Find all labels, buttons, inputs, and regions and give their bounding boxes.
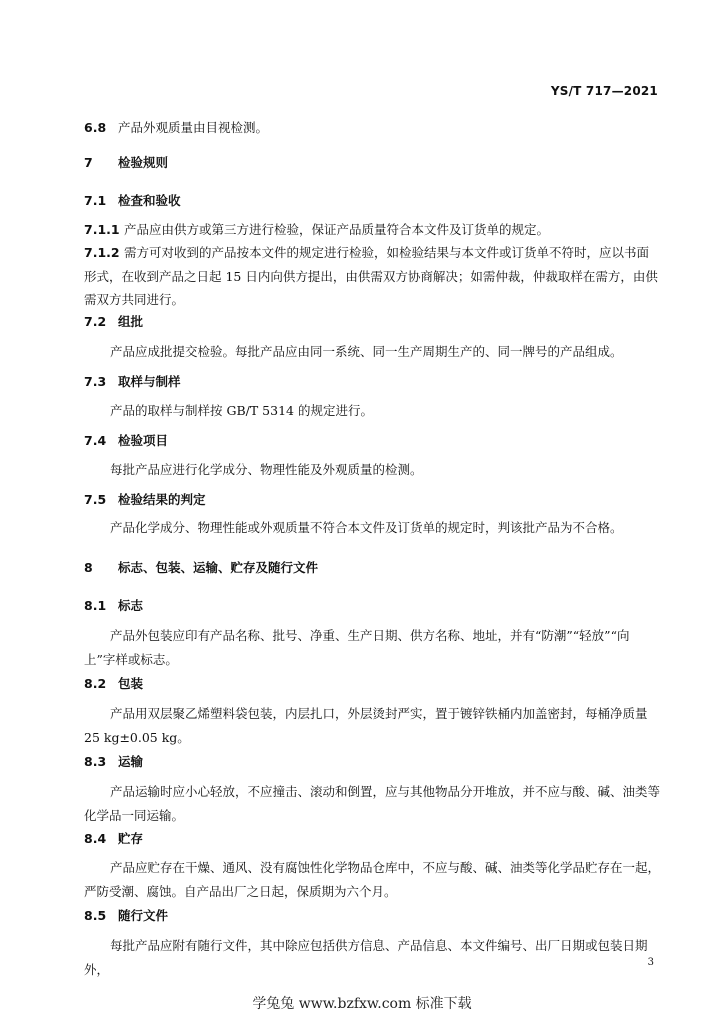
clause-8-5-text: 每批产品应附有随行文件，其中除应包括供方信息、产品信息、本文件编号、出厂日期或包装日期外，	[84, 938, 648, 977]
clause-8-4-heading	[84, 827, 660, 851]
clause-7-1-1	[84, 218, 660, 242]
section-8-heading	[84, 556, 660, 580]
section-number: 8	[84, 560, 93, 575]
clause-title: 贮存	[118, 831, 144, 846]
site-watermark: 学兔兔 www.bzfxw.com 标准下载	[252, 996, 472, 1012]
clause-text: 产品应由供方或第三方进行检验，保证产品质量符合本文件及订货单的规定。	[124, 222, 550, 237]
clause-7-3-text: 产品的取样与制样按 GB/T 5314 的规定进行。	[110, 403, 373, 418]
section-title: 检验规则	[118, 155, 169, 170]
clause-title: 检验项目	[118, 433, 169, 448]
clause-number: 7.3	[84, 374, 107, 389]
clause-8-1-heading	[84, 594, 660, 618]
clause-number: 7.1.2	[84, 245, 120, 260]
clause-number: 8.5	[84, 908, 107, 923]
clause-7-4-heading	[84, 429, 660, 453]
clause-8-2-heading	[84, 672, 660, 696]
clause-title: 包装	[118, 676, 144, 691]
clause-title: 运输	[118, 754, 144, 769]
clause-number: 8.4	[84, 831, 107, 846]
clause-7-3-heading	[84, 370, 660, 394]
clause-title: 检查和验收	[118, 193, 181, 208]
clause-8-3-text: 产品运输时应小心轻放，不应撞击、滚动和倒置，应与其他物品分开堆放，并不应与酸、碱、油类等化学品一同运输。	[84, 784, 661, 823]
clause-number: 7.1	[84, 193, 107, 208]
clause-7-2-text: 产品应成批提交检验。每批产品应由同一系统、同一生产周期生产的、同一牌号的产品组成。	[110, 344, 623, 359]
clause-6-8	[84, 116, 660, 140]
clause-number: 7.4	[84, 433, 107, 448]
page-number: 3	[647, 957, 654, 968]
clause-number: 8.1	[84, 598, 107, 613]
clause-text: 产品外观质量由目视检测。	[118, 120, 269, 135]
clause-7-1-2	[84, 241, 660, 312]
clause-8-5-heading	[84, 904, 660, 928]
clause-7-5-heading	[84, 488, 660, 512]
clause-number: 7.2	[84, 314, 107, 329]
clause-number: 7.1.1	[84, 222, 120, 237]
clause-number: 8.3	[84, 754, 107, 769]
clause-title: 随行文件	[118, 908, 169, 923]
clause-title: 检验结果的判定	[118, 492, 206, 507]
section-7-heading	[84, 151, 660, 175]
clause-8-1-text: 产品外包装应印有产品名称、批号、净重、生产日期、供方名称、地址，并有“防潮”“轻放”“向上”字样或标志。	[84, 628, 630, 667]
section-title: 标志、包装、运输、贮存及随行文件	[118, 560, 319, 575]
clause-7-2-heading	[84, 310, 660, 334]
clause-7-4-text: 每批产品应进行化学成分、物理性能及外观质量的检测。	[110, 462, 423, 477]
standard-code: YS/T 717—2021	[550, 84, 658, 98]
clause-title: 组批	[118, 314, 144, 329]
clause-title: 标志	[118, 598, 144, 613]
clause-title: 取样与制样	[118, 374, 181, 389]
section-number: 7	[84, 155, 93, 170]
clause-8-2-text: 产品用双层聚乙烯塑料袋包装，内层扎口，外层烫封严实，置于镀锌铁桶内加盖密封，每桶净质量 25 kg±0.05 kg。	[84, 706, 648, 745]
clause-7-1-heading	[84, 189, 660, 213]
clause-text: 需方可对收到的产品按本文件的规定进行检验，如检验结果与本文件或订货单不符时，应以书面形式，在收到产品之日起 15 日内向供方提出，由供需双方协商解决；如需仲裁，仲裁取样在需方，由供需双方共同进行。	[84, 245, 658, 307]
clause-7-5-text: 产品化学成分、物理性能或外观质量不符合本文件及订货单的规定时，判该批产品为不合格。	[110, 520, 623, 535]
clause-8-3-heading	[84, 750, 660, 774]
clause-number: 6.8	[84, 120, 107, 135]
clause-8-4-text: 产品应贮存在干燥、通风、没有腐蚀性化学物品仓库中，不应与酸、碱、油类等化学品贮存在一起，严防受潮、腐蚀。自产品出厂之日起，保质期为六个月。	[84, 860, 661, 899]
clause-number: 7.5	[84, 492, 107, 507]
clause-number: 8.2	[84, 676, 107, 691]
